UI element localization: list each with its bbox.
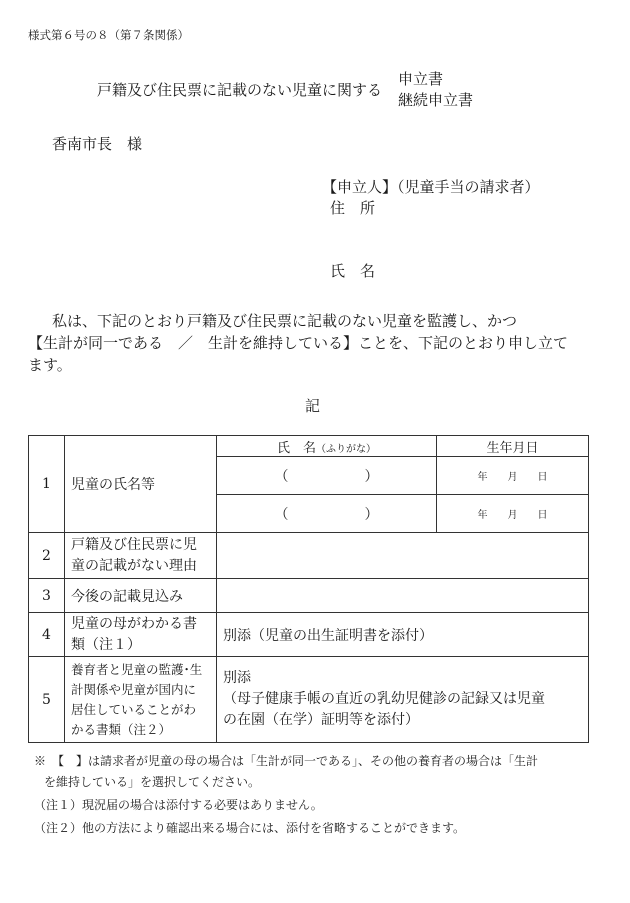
row-4-content: 別添（児童の出生証明書を添付） (217, 613, 589, 657)
child-birthdate-field-1[interactable]: 年 月 日 (437, 457, 589, 495)
address-label: 住 所 (330, 199, 376, 217)
note-2: （注２）他の方法により確認出来る場合には、添付を省略することができます。 (34, 821, 466, 835)
document-title: 戸籍及び住民票に記載のない児童に関する (97, 81, 383, 99)
header-furigana: （ふりがな） (316, 443, 376, 455)
form-number: 様式第６号の８（第７条関係） (28, 28, 189, 42)
name-label: 氏 名 (330, 262, 376, 280)
addressee: 香南市長 様 (52, 135, 143, 153)
header-name: 氏 名（ふりがな） (217, 436, 437, 457)
note-1: （注１）現況届の場合は添付する必要はありません。 (34, 798, 323, 812)
row-5-number: 5 (29, 657, 65, 743)
title-option-continuation: 継続申立書 (398, 91, 474, 109)
row-5-label: 養育者と児童の監護･生 計関係や児童が国内に 居住していることがわ かる書類（注２） (65, 657, 217, 743)
title-option-application: 申立書 (398, 70, 444, 88)
statement-line-1: 私は、下記のとおり戸籍及び住民票に記載のない児童を監護し、かつ (52, 312, 518, 330)
child-name-field-1[interactable]: （ ） (217, 457, 437, 495)
details-table (28, 435, 589, 743)
ki-heading: 記 (305, 397, 321, 415)
statement-line-3: ます。 (28, 356, 72, 374)
header-birthdate: 生年月日 (437, 436, 589, 457)
row-5-content: 別添 （母子健康手帳の直近の乳幼児健診の記録又は児童 の在園（在学）証明等を添付） (217, 657, 589, 743)
statement-line-2: 【生計が同一である ／ 生計を維持している】ことを、下記のとおり申し立て (28, 334, 569, 352)
row-2-label: 戸籍及び住民票に児 童の記載がない理由 (65, 533, 217, 579)
row-2-number: 2 (29, 533, 65, 579)
row-1-label: 児童の氏名等 (65, 436, 217, 533)
note-asterisk-line-1: ※ 【 】は請求者が児童の母の場合は「生計が同一である」、その他の養育者の場合は「生計 (34, 754, 539, 768)
row-1-number: 1 (29, 436, 65, 533)
row-2-content-field[interactable] (217, 533, 589, 579)
applicant-heading: 【申立人】（児童手当の請求者） (322, 178, 540, 196)
note-asterisk-line-2: を維持している」を選択してください。 (44, 775, 261, 789)
row-3-label: 今後の記載見込み (65, 579, 217, 613)
child-name-field-2[interactable]: （ ） (217, 495, 437, 533)
row-4-label: 児童の母がわかる書 類（注１） (65, 613, 217, 657)
row-3-number: 3 (29, 579, 65, 613)
row-3-content-field[interactable] (217, 579, 589, 613)
row-4-number: 4 (29, 613, 65, 657)
child-birthdate-field-2[interactable]: 年 月 日 (437, 495, 589, 533)
